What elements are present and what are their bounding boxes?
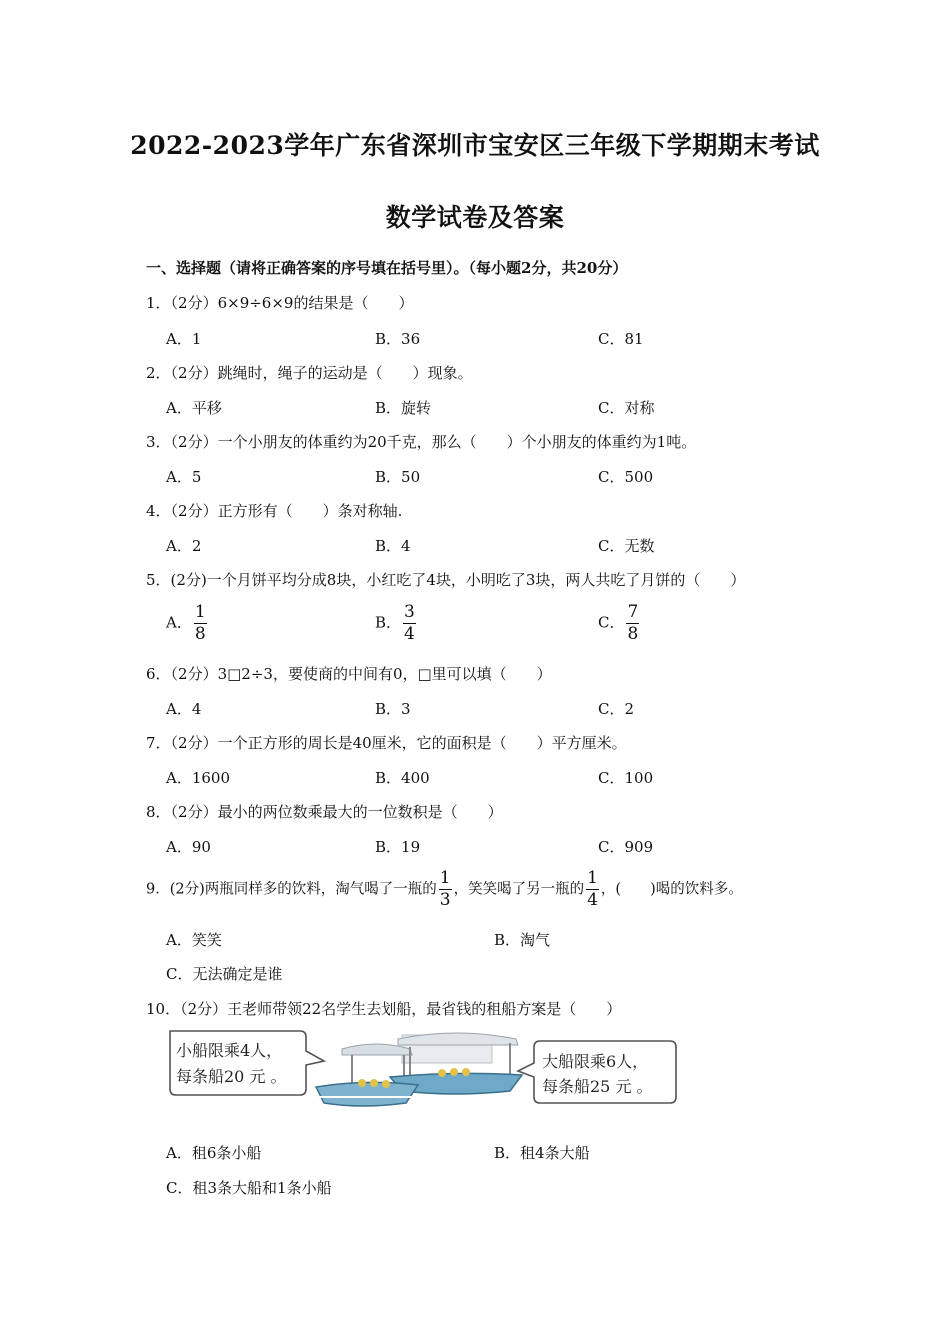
fraction: [626, 604, 639, 643]
option-label: B．: [375, 613, 402, 632]
numerator: 3: [404, 602, 415, 622]
q7-option-b: B．400: [375, 769, 430, 787]
option-label: A．: [166, 613, 192, 632]
boats-illustration: [316, 1033, 522, 1106]
q2-option-c: C．对称: [598, 399, 655, 417]
q9-stem-part-2: ，笑笑喝了另一瓶的: [453, 881, 585, 898]
question-3: 3．（2分）一个小朋友的体重约为20千克，那么（ ）个小朋友的体重约为1吨。: [146, 433, 697, 451]
q9-option-b: B．淘气: [494, 931, 551, 949]
fraction: [439, 870, 452, 909]
q10-option-c: C．租3条大船和1条小船: [166, 1179, 332, 1197]
q3-option-a: A．5: [166, 468, 202, 486]
q7-option-c: C．100: [598, 769, 654, 787]
q5-option-b: [375, 604, 418, 643]
q8-option-c: C．909: [598, 838, 654, 856]
question-9: [146, 870, 743, 909]
question-5: 5．(2分)一个月饼平均分成8块，小红吃了4块，小明吃了3块，两人共吃了月饼的（ ）: [146, 571, 746, 589]
q8-option-a: A．90: [166, 838, 211, 856]
denominator: 4: [404, 624, 415, 644]
q2-option-b: B．旋转: [375, 399, 432, 417]
small-boat-line-2: 每条船20 元 。: [176, 1067, 287, 1086]
q6-option-a: A．4: [166, 700, 202, 718]
q4-option-c: C．无数: [598, 537, 655, 555]
big-boat-line-1: 大船限乘6人，: [542, 1052, 649, 1071]
numerator: 7: [627, 602, 639, 622]
q5-option-c: [598, 604, 641, 643]
q9-stem-part-3: ，( )喝的饮料多。: [600, 881, 743, 898]
q9-option-a: A．笑笑: [166, 931, 222, 949]
fraction: [586, 870, 599, 909]
q10-option-b: B．租4条大船: [494, 1144, 590, 1162]
question-2: 2．（2分）跳绳时，绳子的运动是（ ）现象。: [146, 364, 473, 382]
q9-option-c: C．无法确定是谁: [166, 965, 283, 983]
boat-rental-figure: [166, 1027, 678, 1109]
q2-option-a: A．平移: [166, 399, 222, 417]
fraction: [194, 604, 207, 643]
numerator: 1: [194, 602, 206, 622]
q7-option-a: A．1600: [166, 769, 231, 787]
question-10: 10．（2分）王老师带领22名学生去划船，最省钱的租船方案是（ ）: [146, 1000, 622, 1018]
section-heading: 一、选择题（请将正确答案的序号填在括号里）。（每小题2分，共20分）: [146, 259, 628, 277]
q5-option-a: [166, 604, 209, 643]
small-boat-bubble: [170, 1031, 324, 1095]
question-4: 4．（2分）正方形有（ ）条对称轴.: [146, 502, 403, 520]
big-boat-line-2: 每条船25 元 。: [542, 1077, 653, 1096]
q1-option-b: B．36: [375, 330, 421, 348]
q1-option-a: A．1: [166, 330, 202, 348]
question-6: 6．（2分）3□2÷3，要使商的中间有0，□里可以填（ ）: [146, 665, 552, 683]
denominator: 4: [587, 890, 598, 910]
q9-stem-part-1: 9．(2分)两瓶同样多的饮料，淘气喝了一瓶的: [146, 881, 437, 898]
q4-option-b: B．4: [375, 537, 411, 555]
option-label: C．: [598, 613, 625, 632]
question-1: 1．（2分）6×9÷6×9的结果是（ ）: [146, 294, 414, 312]
q4-option-a: A．2: [166, 537, 202, 555]
q8-option-b: B．19: [375, 838, 421, 856]
numerator: 1: [587, 868, 598, 888]
q3-option-b: B．50: [375, 468, 421, 486]
q10-option-a: A．租6条小船: [166, 1144, 262, 1162]
big-boat-bubble: [518, 1041, 676, 1103]
q1-option-c: C．81: [598, 330, 644, 348]
exam-title: 2022-2023学年广东省深圳市宝安区三年级下学期期末考试: [130, 131, 820, 160]
small-boat-line-1: 小船限乘4人，: [176, 1041, 283, 1060]
denominator: 8: [627, 624, 639, 644]
denominator: 8: [194, 624, 206, 644]
denominator: 3: [439, 890, 451, 910]
numerator: 1: [439, 868, 451, 888]
q6-option-b: B．3: [375, 700, 411, 718]
q3-option-c: C．500: [598, 468, 654, 486]
question-8: 8．（2分）最小的两位数乘最大的一位数积是（ ）: [146, 803, 503, 821]
fraction: [403, 604, 416, 643]
exam-subtitle: 数学试卷及答案: [385, 203, 565, 232]
question-7: 7．（2分）一个正方形的周长是40厘米，它的面积是（ ）平方厘米。: [146, 734, 627, 752]
q6-option-c: C．2: [598, 700, 635, 718]
